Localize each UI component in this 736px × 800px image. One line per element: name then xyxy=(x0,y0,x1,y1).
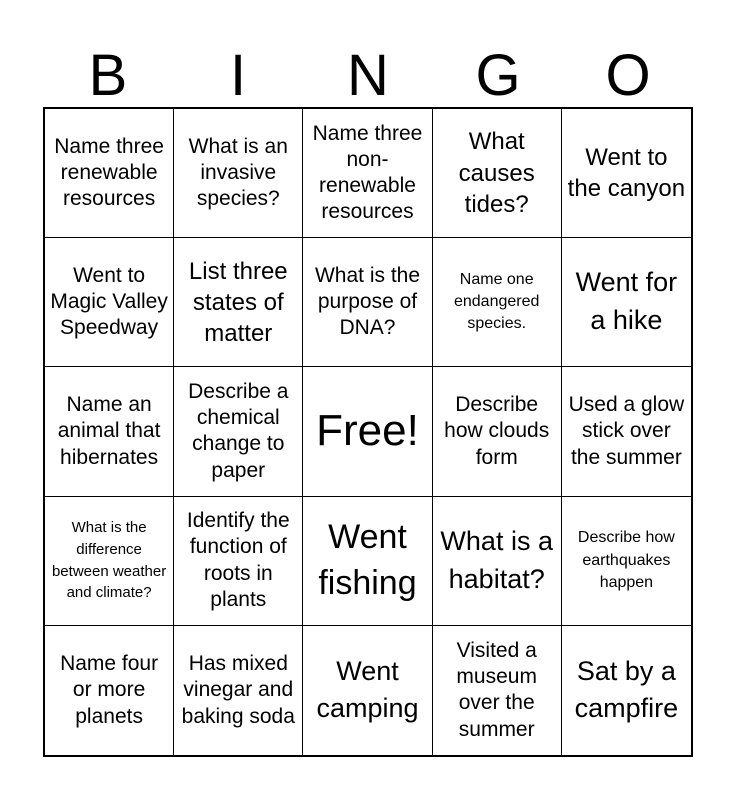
bingo-cell-24: Visited a museum over the summer xyxy=(433,626,562,755)
bingo-board xyxy=(43,107,693,757)
bingo-cell-20: Describe how earthquakes happen xyxy=(562,497,691,626)
bingo-cell-9: Name one endangered species. xyxy=(433,238,562,367)
free-space: Free! xyxy=(303,367,432,496)
bingo-cell-7: List three states of matter xyxy=(174,238,303,367)
bingo-cell-21: Name four or more planets xyxy=(45,626,174,755)
bingo-cell-22: Has mixed vinegar and baking soda xyxy=(174,626,303,755)
bingo-cell-17: Identify the function of roots in plants xyxy=(174,497,303,626)
header-letter-i: I xyxy=(229,43,247,108)
bingo-cell-25: Sat by a campfire xyxy=(574,655,679,724)
header-letter-g: G xyxy=(475,43,521,108)
header-letter-b: B xyxy=(88,43,128,108)
header-letter-o: O xyxy=(605,43,651,108)
bingo-header xyxy=(43,40,693,108)
bingo-cell-2: What is an invasive species? xyxy=(174,109,303,238)
bingo-cell-18: Went fishing xyxy=(303,497,432,626)
bingo-cell-15: Used a glow stick over the summer xyxy=(562,367,691,496)
bingo-cell-23: Went camping xyxy=(303,626,432,755)
bingo-cell-6: Went to Magic Valley Speedway xyxy=(45,238,174,367)
bingo-cell-16: What is the difference between weather and climate? xyxy=(45,497,174,626)
bingo-cell-19: What is a habitat? xyxy=(433,497,562,626)
bingo-cell-8: What is the purpose of DNA? xyxy=(303,238,432,367)
bingo-cell-12: Describe a chemical change to paper xyxy=(174,367,303,496)
bingo-cell-10: Went for a hike xyxy=(562,238,691,367)
bingo-cell-1: Name three renewable resources xyxy=(45,109,174,238)
bingo-cell-4: What causes tides? xyxy=(433,109,562,238)
bingo-cell-11: Name an animal that hibernates xyxy=(45,367,174,496)
header-letter-n: N xyxy=(347,43,389,108)
bingo-cell-5: Went to the canyon xyxy=(562,109,691,238)
bingo-cell-14: Describe how clouds form xyxy=(433,367,562,496)
bingo-cell-3: Name three non-renewable resources xyxy=(303,109,432,238)
